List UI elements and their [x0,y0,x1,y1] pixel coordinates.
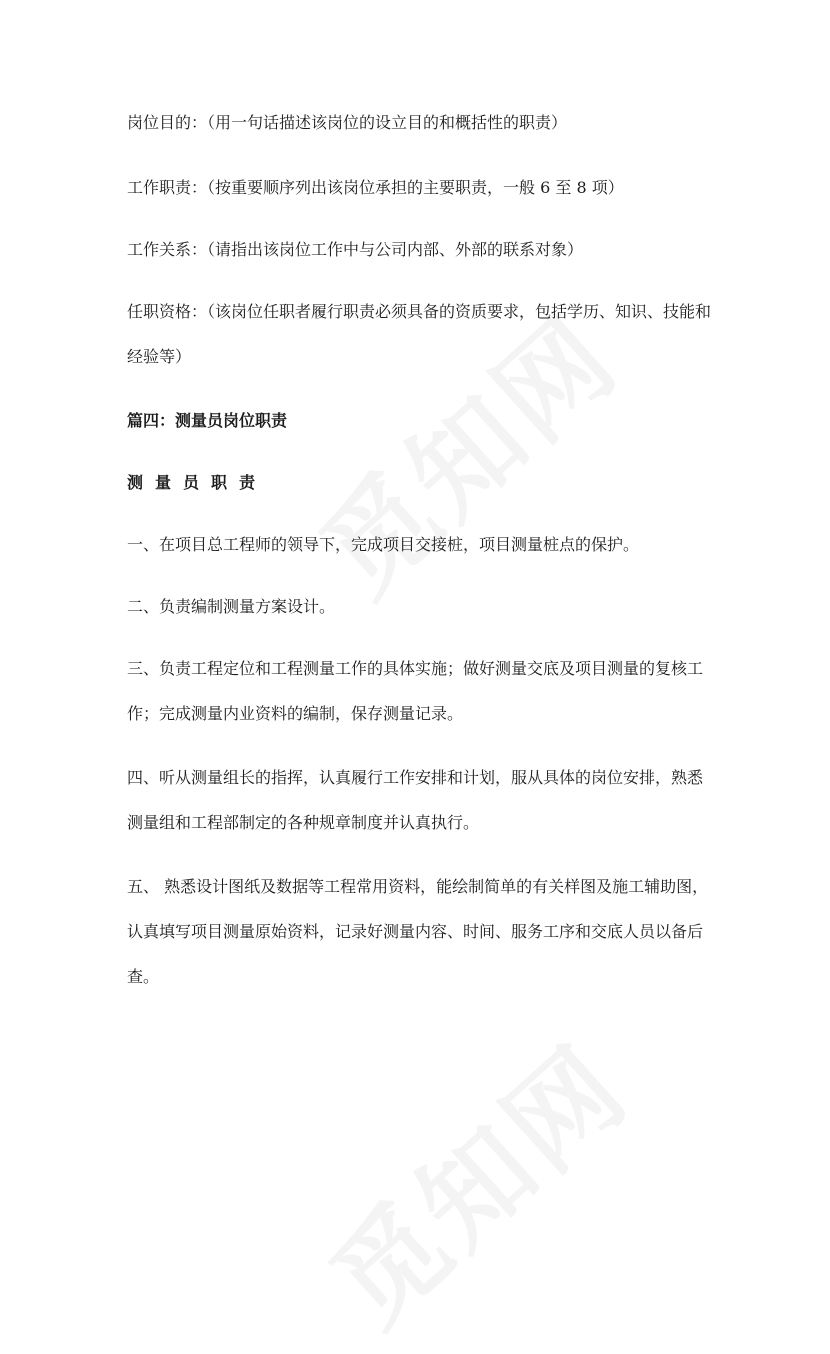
duty-item-2: 二、负责编制测量方案设计。 [127,597,336,616]
duty-item-5: 五、 熟悉设计图纸及数据等工程常用资料，能绘制简单的有关样图及施工辅助图，认真填写项目测量原始资料，记录好测量内容、时间、服务工序和交底人员以备后查。 [127,877,709,986]
section-heading: 篇四：测量员岗位职责 [127,411,288,430]
field-qualifications: 任职资格：（该岗位任职者履行职责必须具备的资质要求，包括学历、知识、技能和经验等） [127,302,712,366]
duty-item-1: 一、在项目总工程师的领导下，完成项目交接桩，项目测量桩点的保护。 [127,535,640,554]
duty-item-3: 三、负责工程定位和工程测量工作的具体实施；做好测量交底及项目测量的复核工作；完成测量内业资料的编制，保存测量记录。 [127,659,704,723]
field-work-relations: 工作关系：（请指出该岗位工作中与公司内部、外部的联系对象） [127,240,584,259]
subheading: 测量员职责 [127,473,268,492]
field-position-purpose: 岗位目的：（用一句话描述该岗位的设立目的和概括性的职责） [127,113,568,132]
duty-item-4: 四、听从测量组长的指挥，认真履行工作安排和计划，服从具体的岗位安排，熟悉测量组和工程部制定的各种规章制度并认真执行。 [127,768,704,832]
watermark-bottom [292,1004,656,1354]
field-job-duties: 工作职责：（按重要顺序列出该岗位承担的主要职责，一般 6 至 8 项） [127,178,624,197]
